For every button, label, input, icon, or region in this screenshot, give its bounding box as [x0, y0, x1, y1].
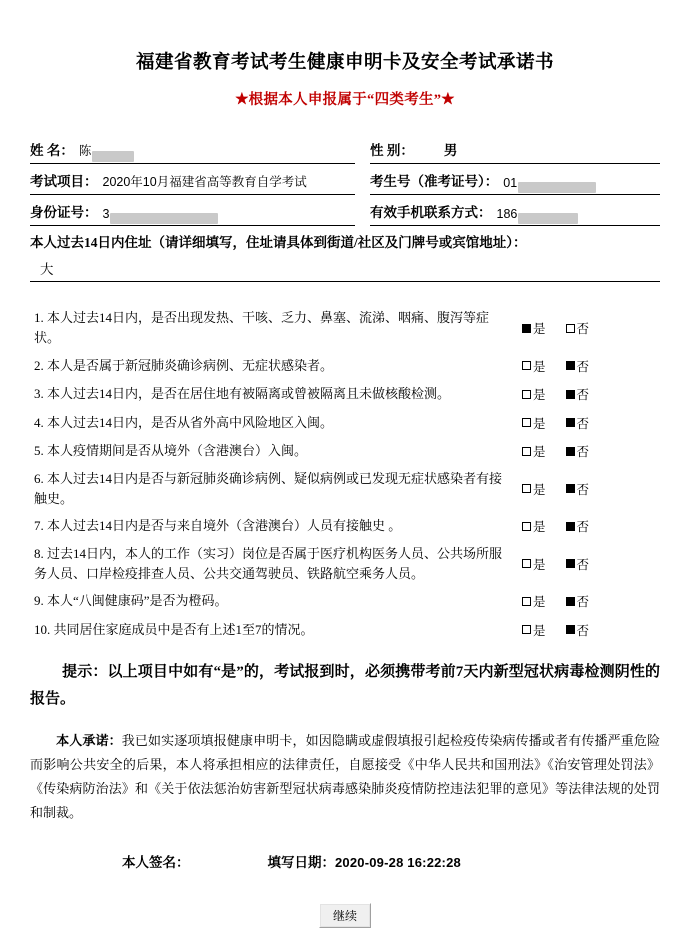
field-name[interactable] [30, 133, 355, 164]
redaction-block-phone [518, 213, 578, 224]
subtitle-text: 根据本人申报属于“四类考生” [248, 92, 442, 108]
option-yes[interactable] [522, 357, 546, 375]
question-text: 10. 共同居住家庭成员中是否有上述1至7的情况。 [34, 621, 314, 637]
pledge-lead: 本人承诺： [56, 732, 122, 748]
checkbox-no-icon[interactable] [566, 522, 575, 531]
field-id-number[interactable] [30, 195, 355, 226]
question-row [30, 412, 660, 434]
option-no-label: 否 [576, 416, 590, 431]
continue-button[interactable]: 继续 [319, 903, 371, 928]
option-yes[interactable] [522, 621, 546, 639]
tip-paragraph [30, 659, 660, 713]
question-options [504, 517, 660, 535]
option-no-label: 否 [576, 388, 590, 402]
question-text: 1. 本人过去14日内，是否出现发热、干咳、乏力、鼻塞、流涕、咽痛、腹泻等症状。 [34, 310, 490, 345]
option-yes[interactable] [522, 414, 546, 432]
checkbox-yes-icon[interactable] [522, 324, 531, 333]
question-row [30, 355, 660, 377]
option-yes-label: 是 [533, 595, 546, 609]
question-row [30, 515, 660, 537]
question-row [30, 440, 660, 462]
fill-date-label: 填写日期： [267, 854, 335, 870]
tip-text: 提示：以上项目中如有“是”的，考试报到时，必须携带考前7天内新型冠状病毒检测阴性的报告。 [30, 663, 660, 707]
option-yes-label: 是 [533, 623, 546, 638]
option-yes[interactable] [522, 517, 546, 535]
candidate-no-label: 考生号（准考证号）： [370, 174, 499, 189]
fill-date-block [268, 851, 461, 871]
option-yes-label: 是 [533, 322, 546, 336]
checkbox-yes-icon[interactable] [522, 418, 531, 427]
option-no[interactable] [566, 385, 590, 403]
gender-value: 男 [443, 143, 458, 158]
id-no-label: 身份证号： [30, 205, 98, 220]
info-row-project-candidateno [30, 164, 660, 195]
question-text: 9. 本人“八闽健康码”是否为橙码。 [34, 593, 228, 608]
checkbox-no-icon[interactable] [566, 418, 575, 427]
checkbox-yes-icon[interactable] [522, 390, 531, 399]
question-row [30, 544, 660, 584]
question-options [504, 555, 660, 573]
option-yes-label: 是 [533, 388, 546, 402]
option-no[interactable] [566, 555, 590, 573]
question-text: 7. 本人过去14日内是否与来自境外（含港澳台）人员有接触史 。 [34, 518, 402, 533]
star-icon-right: ★ [441, 91, 455, 106]
gender-label: 性 别： [370, 143, 414, 158]
pledge-text: 我已如实逐项填报健康申明卡，如因隐瞒或虚假填报引起检疫传染病传播或者有传播严重危险而影响公共安全的后果，本人将承担相应的法律责任，自愿接受《中华人民共和国刑法》《治安管理处罚法》《传染病防治法》和《关于依法惩治妨害新型冠状病毒感染肺炎疫情防控违法犯罪的意见》等法律法规的处罚和制裁。 [30, 732, 660, 820]
candidate-no-value: 01 [503, 176, 518, 190]
question-text: 8. 过去14日内，本人的工作（实习）岗位是否属于医疗机构医务人员、公共场所服务人员、口岸检疫排查人员、公共交通驾驶员、铁路航空乘务人员。 [34, 545, 503, 581]
question-options [504, 592, 660, 610]
question-options [504, 621, 660, 639]
checkbox-yes-icon[interactable] [522, 361, 531, 370]
option-no-label: 否 [576, 482, 590, 497]
checkbox-yes-icon[interactable] [522, 522, 531, 531]
question-options [504, 385, 660, 403]
option-no[interactable] [566, 319, 590, 337]
option-no-label: 否 [576, 557, 590, 572]
option-no[interactable] [566, 592, 590, 610]
applicant-info-grid [30, 133, 660, 226]
option-no[interactable] [566, 517, 590, 535]
checkbox-no-icon[interactable] [566, 484, 575, 493]
option-no-label: 否 [576, 520, 590, 534]
option-yes-label: 是 [533, 359, 546, 374]
checkbox-yes-icon[interactable] [522, 484, 531, 493]
info-row-name-gender [30, 133, 660, 164]
option-no-label: 否 [576, 595, 590, 609]
question-row [30, 383, 660, 405]
name-label: 姓 名： [30, 143, 74, 158]
option-yes[interactable] [522, 555, 546, 573]
signature-label: 本人签名： [122, 854, 190, 870]
page-subtitle [0, 74, 690, 109]
question-row [30, 590, 660, 612]
address-label: 本人过去14日内住址（请详细填写，住址请具体到街道/社区及门牌号或宾馆地址）： [30, 235, 527, 250]
question-row [30, 619, 660, 641]
question-text: 4. 本人过去14日内，是否从省外高中风险地区入闽。 [34, 414, 334, 430]
question-row [30, 469, 660, 509]
question-options [504, 357, 660, 375]
field-address[interactable] [30, 253, 660, 282]
fill-date-value: 2020-09-28 16:22:28 [335, 854, 461, 870]
question-options [504, 414, 660, 432]
option-yes[interactable] [522, 385, 546, 403]
checkbox-yes-icon[interactable] [522, 625, 531, 634]
question-row [30, 308, 660, 348]
checkbox-no-icon[interactable] [566, 625, 575, 634]
signature-row [0, 851, 690, 871]
checkbox-yes-icon[interactable] [522, 597, 531, 606]
redaction-block-candidate-no [518, 182, 596, 193]
redaction-block-name [92, 151, 134, 162]
checkbox-yes-icon[interactable] [522, 559, 531, 568]
option-yes-label: 是 [533, 482, 546, 497]
option-yes-label: 是 [533, 445, 546, 459]
action-bar [0, 903, 690, 928]
option-no[interactable] [566, 442, 590, 460]
checkbox-yes-icon[interactable] [522, 447, 531, 456]
option-yes-label: 是 [533, 416, 546, 431]
question-text: 2. 本人是否属于新冠肺炎确诊病例、无症状感染者。 [34, 357, 334, 373]
address-value: 大 [40, 262, 54, 277]
option-yes-label: 是 [533, 520, 546, 534]
option-no-label: 否 [576, 322, 590, 336]
question-options [504, 442, 660, 460]
page-title: 福建省教育考试考生健康申明卡及安全考试承诺书 [135, 53, 554, 73]
option-no[interactable] [566, 621, 590, 639]
question-options [504, 480, 660, 498]
question-text: 6. 本人过去14日内是否与新冠肺炎确诊病例、疑似病例或已发现无症状感染者有接触史。 [34, 470, 503, 506]
phone-label: 有效手机联系方式： [370, 205, 492, 220]
option-no[interactable] [566, 357, 590, 375]
star-icon-left: ★ [235, 91, 249, 106]
option-yes-label: 是 [533, 557, 546, 572]
field-exam-project[interactable] [30, 164, 355, 195]
field-gender[interactable] [370, 133, 660, 164]
option-no-label: 否 [576, 445, 590, 459]
name-value: 陈 [78, 144, 92, 158]
id-no-value: 3 [102, 207, 110, 221]
info-row-idno-phone [30, 195, 660, 226]
checkbox-no-icon[interactable] [566, 559, 575, 568]
phone-value: 186 [496, 207, 518, 221]
field-candidate-number[interactable] [370, 164, 660, 195]
question-text: 3. 本人过去14日内，是否在居住地有被隔离或曾被隔离且未做核酸检测。 [34, 386, 451, 401]
option-yes[interactable] [522, 319, 546, 337]
option-no[interactable] [566, 414, 590, 432]
questionnaire [30, 308, 660, 641]
checkbox-no-icon[interactable] [566, 390, 575, 399]
question-text: 5. 本人疫情期间是否从境外（含港澳台）入闽。 [34, 443, 308, 458]
question-options [504, 319, 660, 337]
exam-project-value: 2020年10月福建省高等教育自学考试 [102, 175, 307, 189]
pledge-paragraph [30, 729, 660, 825]
option-no[interactable] [566, 480, 590, 498]
option-yes[interactable] [522, 442, 546, 460]
option-yes[interactable] [522, 480, 546, 498]
checkbox-no-icon[interactable] [566, 597, 575, 606]
redaction-block-id-no [110, 213, 218, 224]
field-phone[interactable] [370, 195, 660, 226]
checkbox-no-icon[interactable] [566, 447, 575, 456]
checkbox-no-icon[interactable] [566, 324, 575, 333]
option-yes[interactable] [522, 592, 546, 610]
option-no-label: 否 [576, 359, 590, 374]
exam-project-label: 考试项目： [30, 174, 98, 189]
checkbox-no-icon[interactable] [566, 361, 575, 370]
option-no-label: 否 [576, 623, 590, 638]
